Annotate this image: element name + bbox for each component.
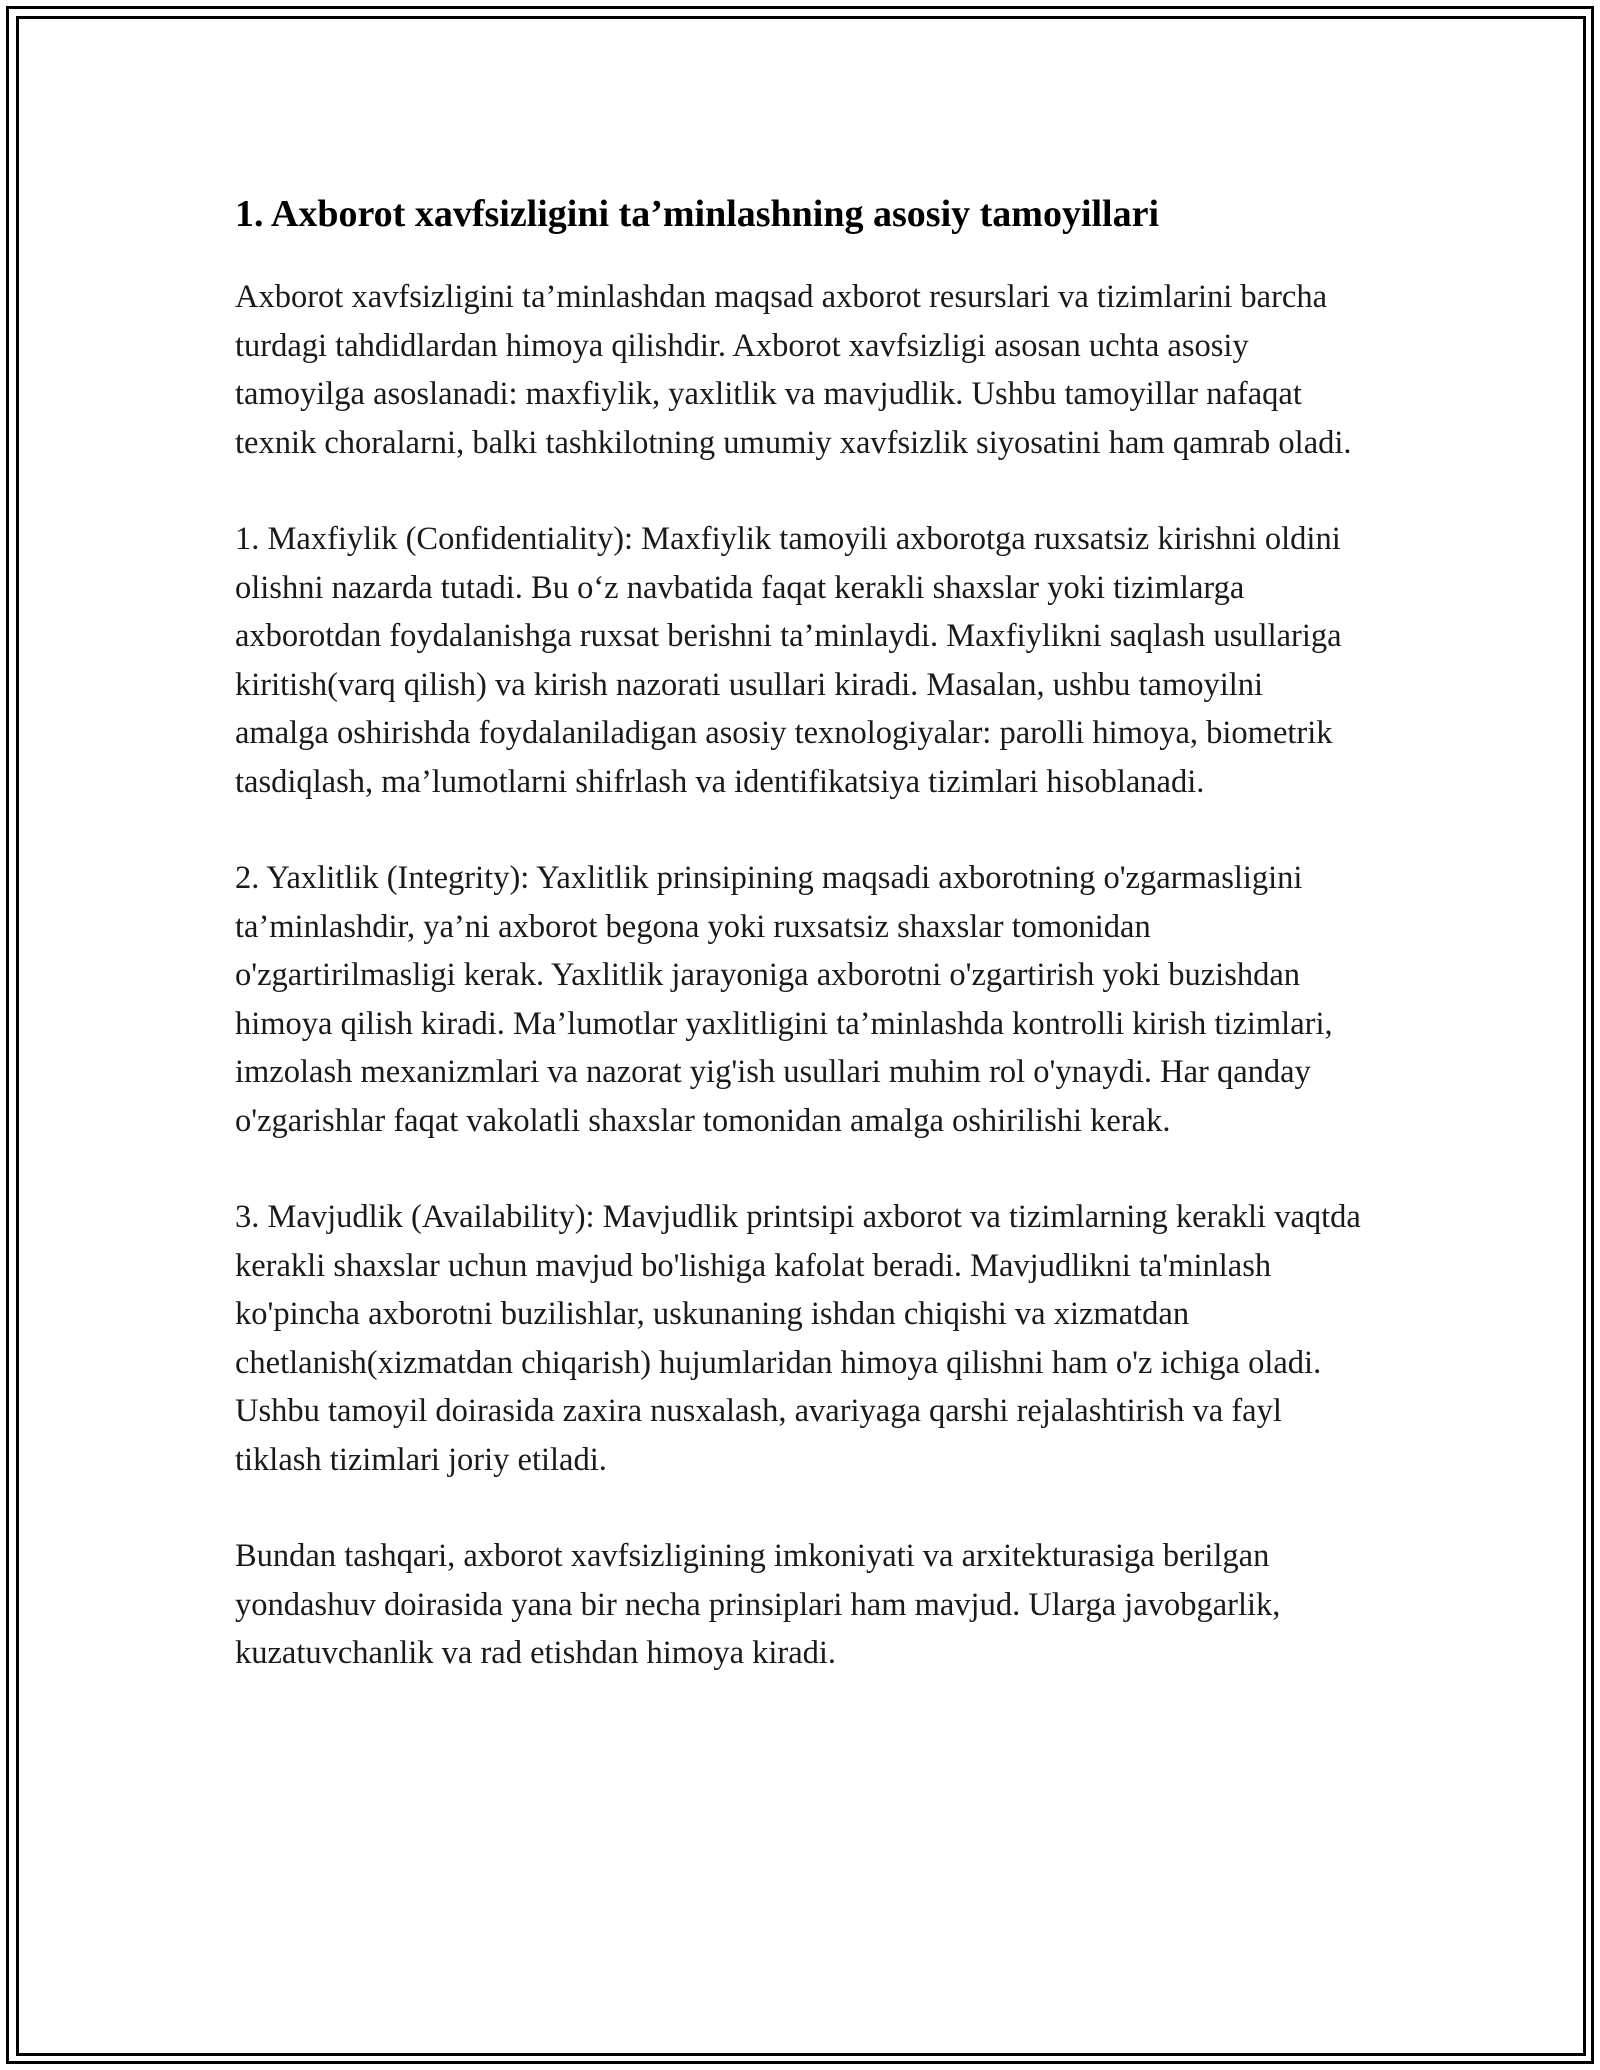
conclusion-paragraph: Bundan tashqari, axborot xavfsizligining imkoniyati va arxitekturasiga berilgan yondashuv doirasida yana bir necha prinsiplari ham mavjud. Ularga javobgarlik, kuzatuvchanlik va rad etishdan himoya kiradi.	[235, 1538, 1281, 1671]
integrity-paragraph: 2. Yaxlitlik (Integrity): Yaxlitlik prinsipining maqsadi axborotning o'zgarmasligini ta’minlashdir, ya’ni axborot begona yoki ruxsatsiz shaxslar tomonidan o'zgartirilmasligi kerak. Yaxlitlik jarayoniga axborotni o'zgartirish yoki buzishdan himoya qilish kiradi. Ma’lumotlar yaxlitligini ta’minlashda kontrolli kirish tizimlari, imzolash mexanizmlari va nazorat yig'ish usullari muhim rol o'ynaydi. Har qanday o'zgarishlar faqat vakolatli shaxslar tomonidan amalga oshirilishi kerak.	[235, 860, 1333, 1139]
intro-paragraph: Axborot xavfsizligini ta’minlashdan maqsad axborot resurslari va tizimlarini barcha turdagi tahdidlardan himoya qilishdir. Axborot xavfsizligi asosan uchta asosiy tamoyilga asoslanadi: maxfiylik, yaxlitlik va mavjudlik. Ushbu tamoyillar nafaqat texnik choralarni, balki tashkilotning umumiy xavfsizlik siyosatini ham qamrab oladi.	[235, 279, 1352, 461]
confidentiality-paragraph: 1. Maxfiylik (Confidentiality): Maxfiylik tamoyili axborotga ruxsatsiz kirishni oldini olishni nazarda tutadi. Bu o‘z navbatida faqat kerakli shaxslar yoki tizimlarga axborotdan foydalanishga ruxsat berishni ta’minlaydi. Maxfiylikni saqlash usullariga kiritish(varq qilish) va kirish nazorati usullari kiradi. Masalan, ushbu tamoyilni amalga oshirishda foydalaniladigan asosiy texnologiyalar: parolli himoya, biometrik tasdiqlash, ma’lumotlarni shifrlash va identifikatsiya tizimlari hisoblanadi.	[235, 521, 1342, 800]
document-title: 1. Axborot xavfsizligini ta’minlashning asosiy tamoyillari	[235, 193, 1160, 235]
document-body	[235, 185, 1365, 1678]
availability-paragraph: 3. Mavjudlik (Availability): Mavjudlik printsipi axborot va tizimlarning kerakli vaqtda kerakli shaxslar uchun mavjud bo'lishiga kafolat beradi. Mavjudlikni ta'minlash ko'pincha axborotni buzilishlar, uskunaning ishdan chiqishi va xizmatdan chetlanish(xizmatdan chiqarish) hujumlaridan himoya qilishni ham o'z ichiga oladi. Ushbu tamoyil doirasida zaxira nusxalash, avariyaga qarshi rejalashtirish va fayl tiklash tizimlari joriy etiladi.	[235, 1199, 1361, 1478]
